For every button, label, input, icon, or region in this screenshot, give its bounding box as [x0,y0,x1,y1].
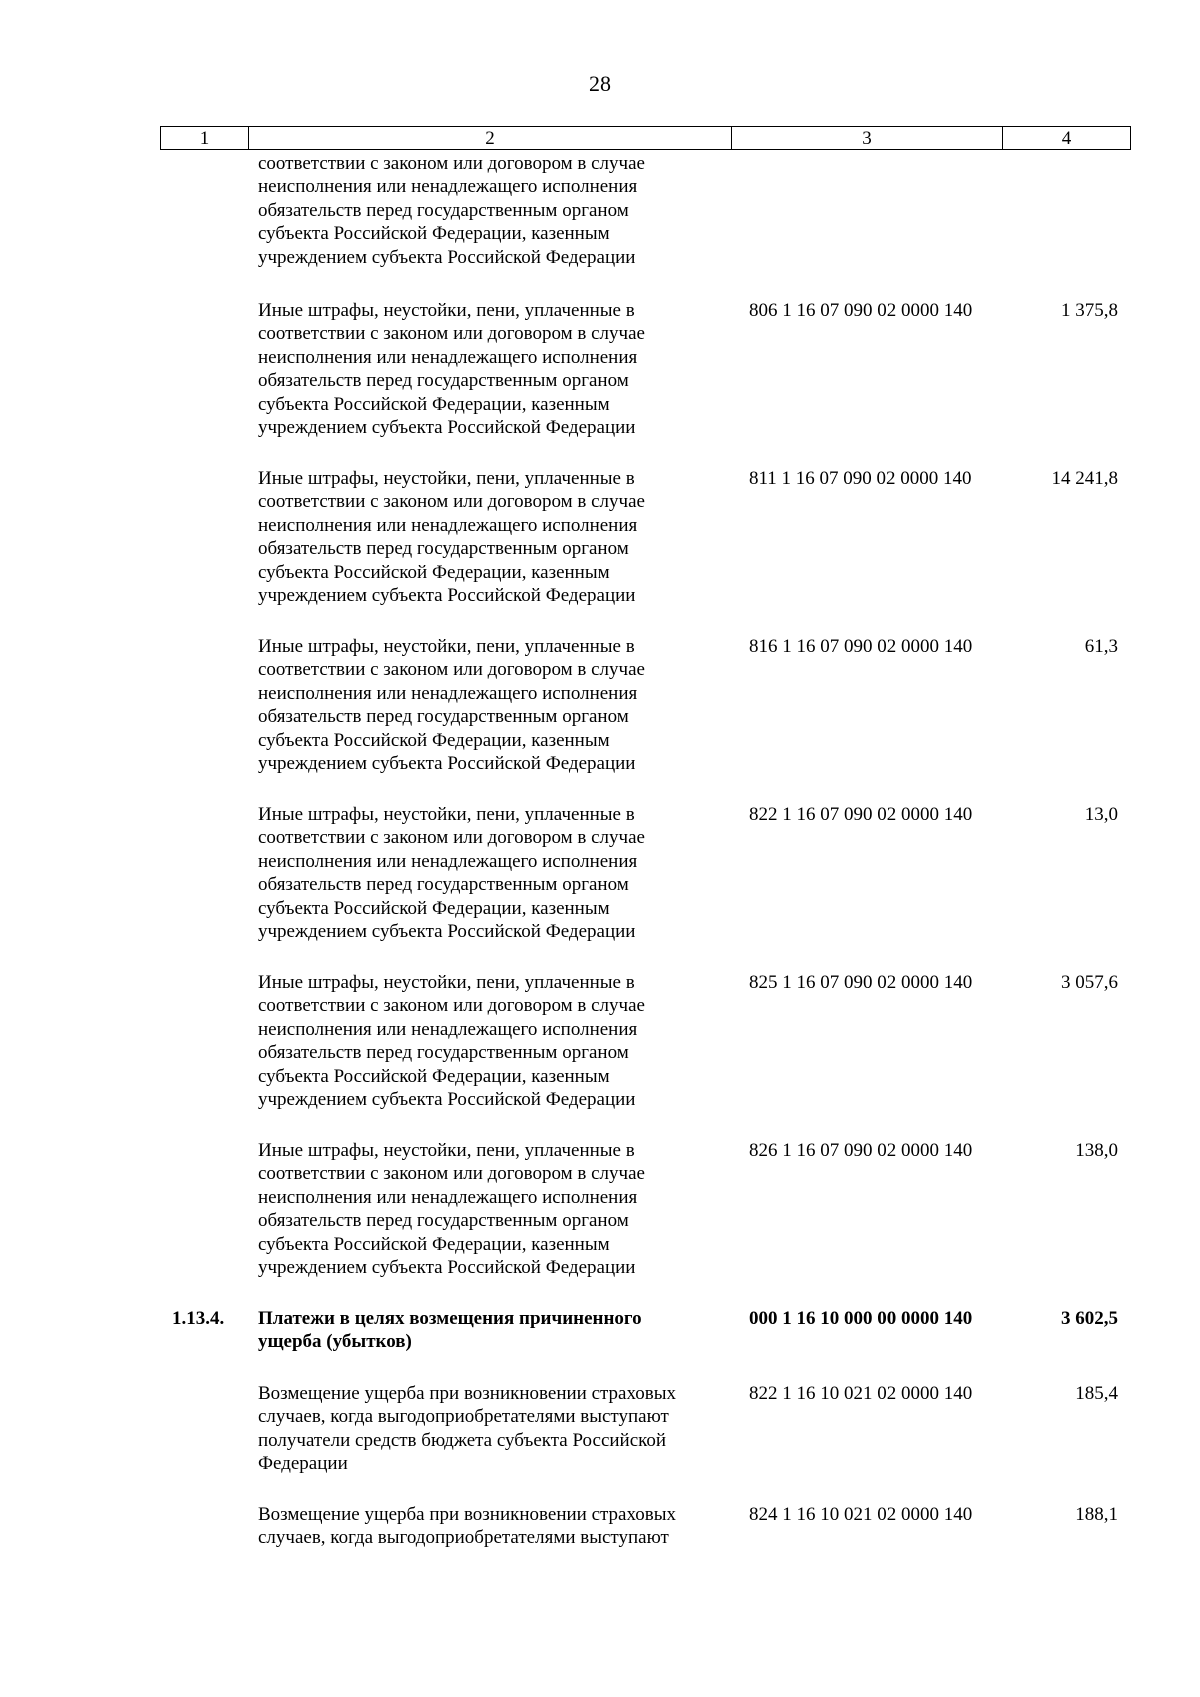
header-col-3: 3 [732,127,1003,150]
row-value: 14 241,8 [1051,468,1118,489]
row-code: 826 1 16 07 090 02 0000 140 [749,1140,973,1161]
row-name: Иные штрафы, неустойки, пени, уплаченные в соответствии с законом или договором в случае неисполнения или ненадлежащего исполнения обязательств перед государственным органом субъекта Российской Федерации, казенным учреждением субъекта Российской Федерации [258,468,645,607]
row-value: 1 375,8 [1061,300,1118,321]
row-value: 138,0 [1075,1140,1118,1161]
header-col-2: 2 [249,127,732,150]
row-name: Возмещение ущерба при возникновении страховых случаев, когда выгодоприобретателями выступают [258,1504,676,1549]
header-col-1: 1 [161,127,249,150]
row-code: 822 1 16 10 021 02 0000 140 [749,1383,973,1404]
row-code: 811 1 16 07 090 02 0000 140 [749,468,972,489]
row-value: 185,4 [1075,1383,1118,1404]
row-number: 1.13.4. [172,1308,225,1329]
row-name: Возмещение ущерба при возникновении страховых случаев, когда выгодоприобретателями выступают получатели средств бюджета субъекта Российской Федерации [258,1383,676,1475]
row-name: Иные штрафы, неустойки, пени, уплаченные в соответствии с законом или договором в случае неисполнения или ненадлежащего исполнения обязательств перед государственным органом субъекта Российской Федерации, казенным учреждением субъекта Российской Федерации [258,972,645,1111]
row-value: 188,1 [1075,1504,1118,1525]
row-code: 824 1 16 10 021 02 0000 140 [749,1504,973,1525]
header-col-4: 4 [1003,127,1131,150]
page-number: 28 [589,71,611,96]
row-name: Иные штрафы, неустойки, пени, уплаченные в соответствии с законом или договором в случае неисполнения или ненадлежащего исполнения обязательств перед государственным органом субъекта Российской Федерации, казенным учреждением субъекта Российской Федерации [258,804,645,943]
row-name: Иные штрафы, неустойки, пени, уплаченные в соответствии с законом или договором в случае неисполнения или ненадлежащего исполнения обязательств перед государственным органом субъекта Российской Федерации, казенным учреждением субъекта Российской Федерации [258,636,645,775]
row-code: 825 1 16 07 090 02 0000 140 [749,972,973,993]
row-code: 000 1 16 10 000 00 0000 140 [749,1308,973,1329]
row-code: 806 1 16 07 090 02 0000 140 [749,300,973,321]
row-name: Иные штрафы, неустойки, пени, уплаченные в соответствии с законом или договором в случае неисполнения или ненадлежащего исполнения обязательств перед государственным органом субъекта Российской Федерации, казенным учреждением субъекта Российской Федерации [258,300,645,439]
row-code: 816 1 16 07 090 02 0000 140 [749,636,973,657]
row-name: Иные штрафы, неустойки, пени, уплаченные в соответствии с законом или договором в случае неисполнения или ненадлежащего исполнения обязательств перед государственным органом субъекта Российской Федерации, казенным учреждением субъекта Российской Федерации [258,1140,645,1279]
row-name: соответствии с законом или договором в случае неисполнения или ненадлежащего исполнения обязательств перед государственным органом субъекта Российской Федерации, казенным учреждением субъекта Российской Федерации [258,153,645,268]
table-header [160,126,1131,150]
row-name: Платежи в целях возмещения причиненного ущерба (убытков) [258,1308,642,1353]
row-value: 13,0 [1084,804,1118,825]
row-value: 3 057,6 [1061,972,1118,993]
row-value: 61,3 [1084,636,1118,657]
row-code: 822 1 16 07 090 02 0000 140 [749,804,973,825]
row-value: 3 602,5 [1061,1308,1118,1329]
